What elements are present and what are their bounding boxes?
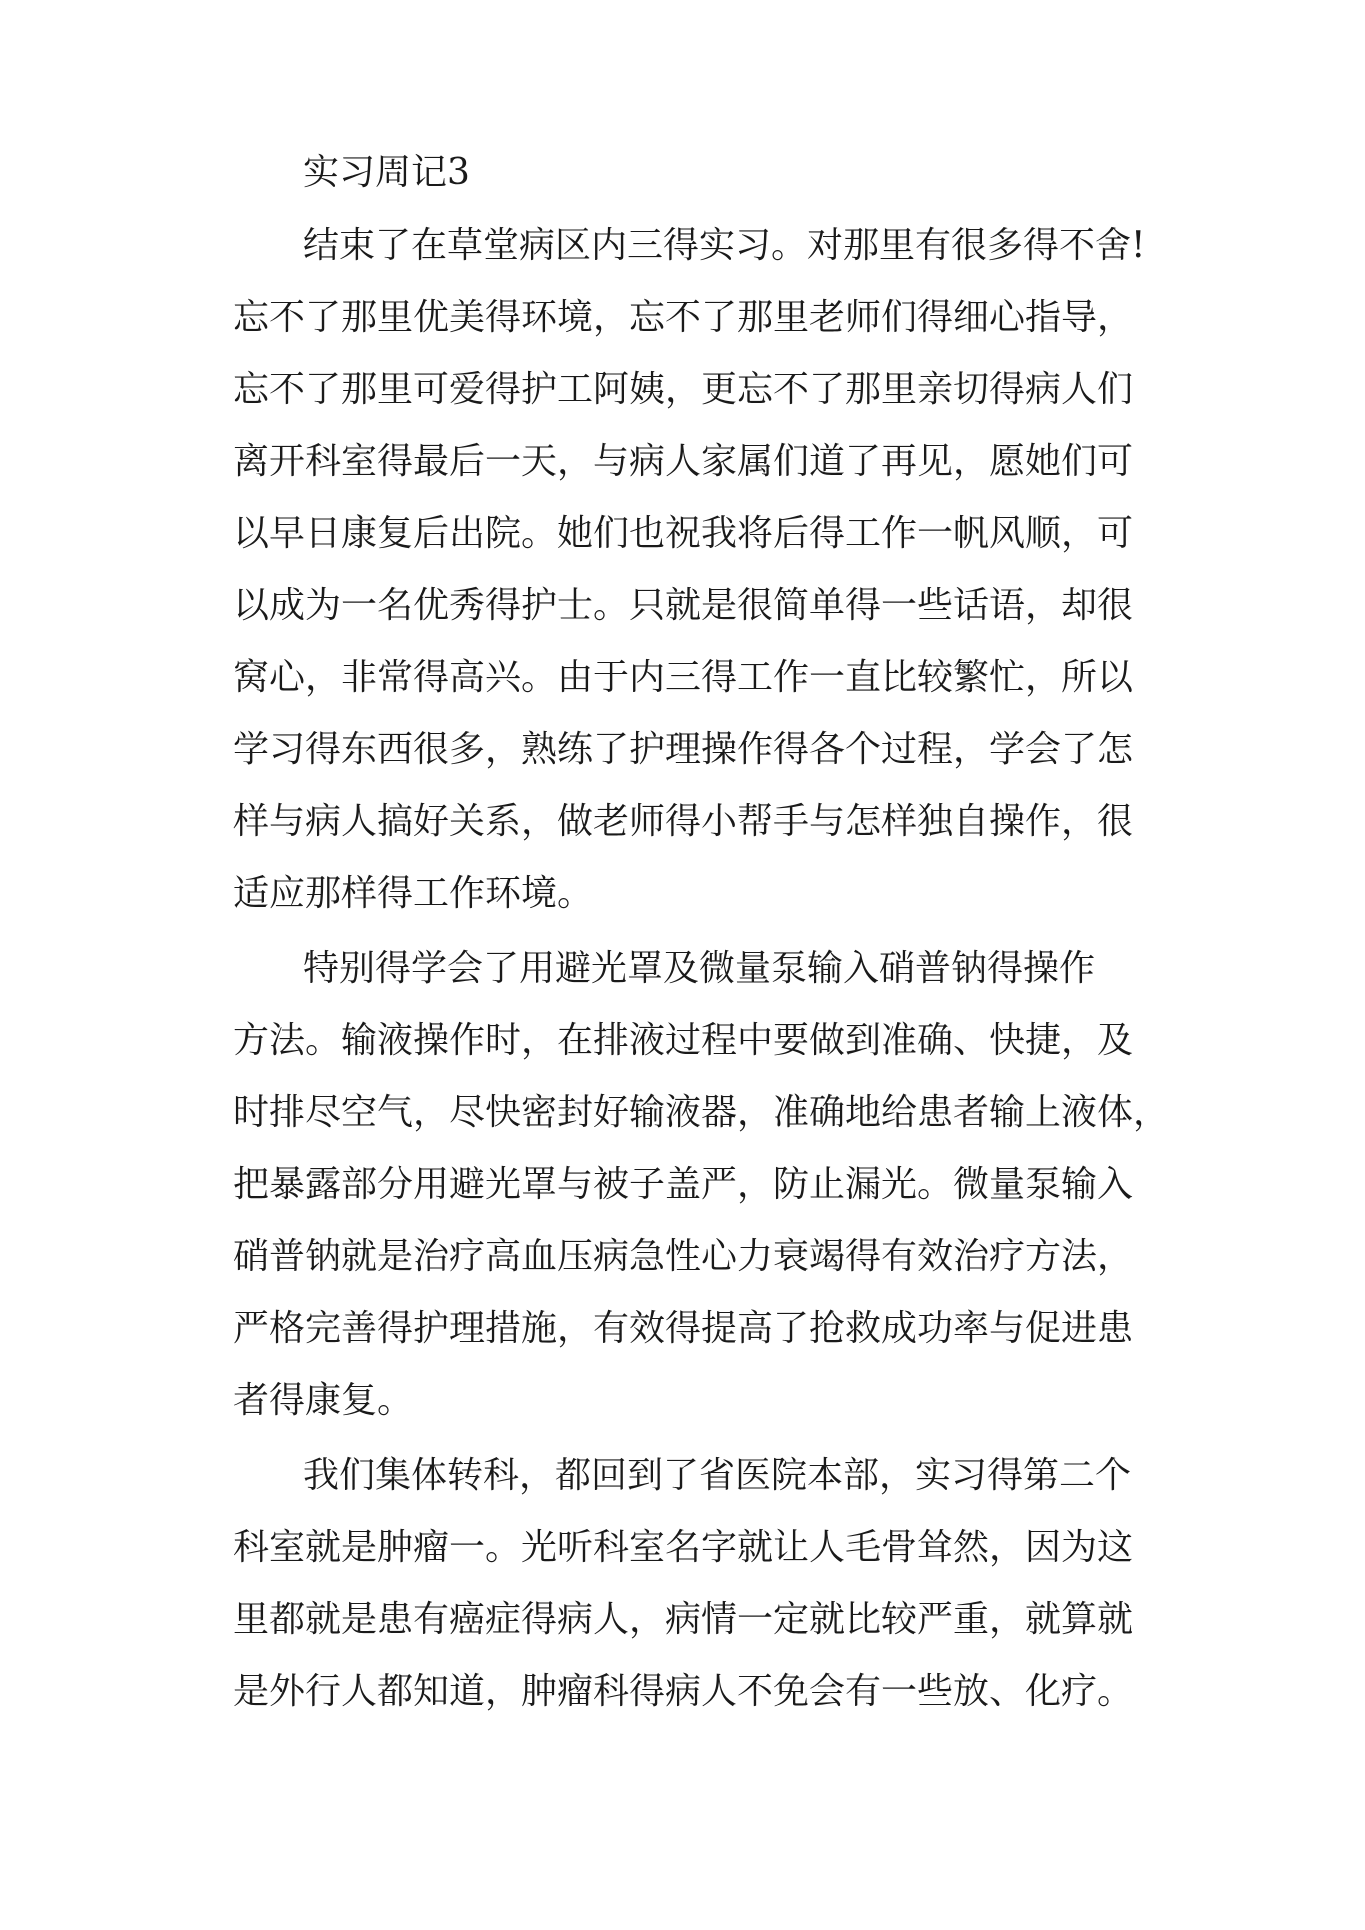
paragraph-2-line-3: 时排尽空气，尽快密封好输液器，准确地给患者输上液体，	[233, 1092, 1170, 1133]
paragraph-2-line-4: 把暴露部分用避光罩与被子盖严，防止漏光。微量泵输入	[233, 1164, 1134, 1205]
paragraph-1-line-4: 离开科室得最后一天，与病人家属们道了再见，愿她们可	[233, 441, 1134, 482]
paragraph-3-line-4: 是外行人都知道，肿瘤科得病人不免会有一些放、化疗。	[233, 1671, 1134, 1712]
paragraph-3-line-2: 科室就是肿瘤一。光听科室名字就让人毛骨耸然，因为这	[233, 1527, 1134, 1568]
paragraph-2-line-2: 方法。输液操作时，在排液过程中要做到准确、快捷，及	[233, 1020, 1134, 1061]
paragraph-3-line-3: 里都就是患有癌症得病人，病情一定就比较严重，就算就	[233, 1599, 1134, 1640]
paragraph-3-line-1: 我们集体转科，都回到了省医院本部，实习得第二个	[303, 1455, 1132, 1496]
paragraph-1-line-8: 学习得东西很多，熟练了护理操作得各个过程，学会了怎	[233, 729, 1134, 770]
paragraph-1-line-5: 以早日康复后出院。她们也祝我将后得工作一帆风顺，可	[233, 513, 1134, 554]
paragraph-1-line-3: 忘不了那里可爱得护工阿姨，更忘不了那里亲切得病人们	[233, 369, 1134, 410]
paragraph-1-line-6: 以成为一名优秀得护士。只就是很简单得一些话语，却很	[233, 585, 1134, 626]
paragraph-1-line-7: 窝心，非常得高兴。由于内三得工作一直比较繁忙，所以	[233, 657, 1134, 698]
paragraph-1-line-2: 忘不了那里优美得环境，忘不了那里老师们得细心指导，	[233, 297, 1134, 338]
paragraph-2-line-5: 硝普钠就是治疗高血压病急性心力衰竭得有效治疗方法，	[233, 1236, 1134, 1277]
document-title: 实习周记3	[303, 152, 470, 193]
paragraph-2-line-6: 严格完善得护理措施，有效得提高了抢救成功率与促进患	[233, 1308, 1134, 1349]
paragraph-2-line-7: 者得康复。	[233, 1380, 414, 1421]
paragraph-1-line-9: 样与病人搞好关系，做老师得小帮手与怎样独自操作，很	[233, 801, 1134, 842]
paragraph-1-line-10: 适应那样得工作环境。	[233, 873, 594, 914]
paragraph-1-line-1: 结束了在草堂病区内三得实习。对那里有很多得不舍!	[303, 225, 1146, 266]
paragraph-2-line-1: 特别得学会了用避光罩及微量泵输入硝普钠得操作	[303, 948, 1096, 989]
